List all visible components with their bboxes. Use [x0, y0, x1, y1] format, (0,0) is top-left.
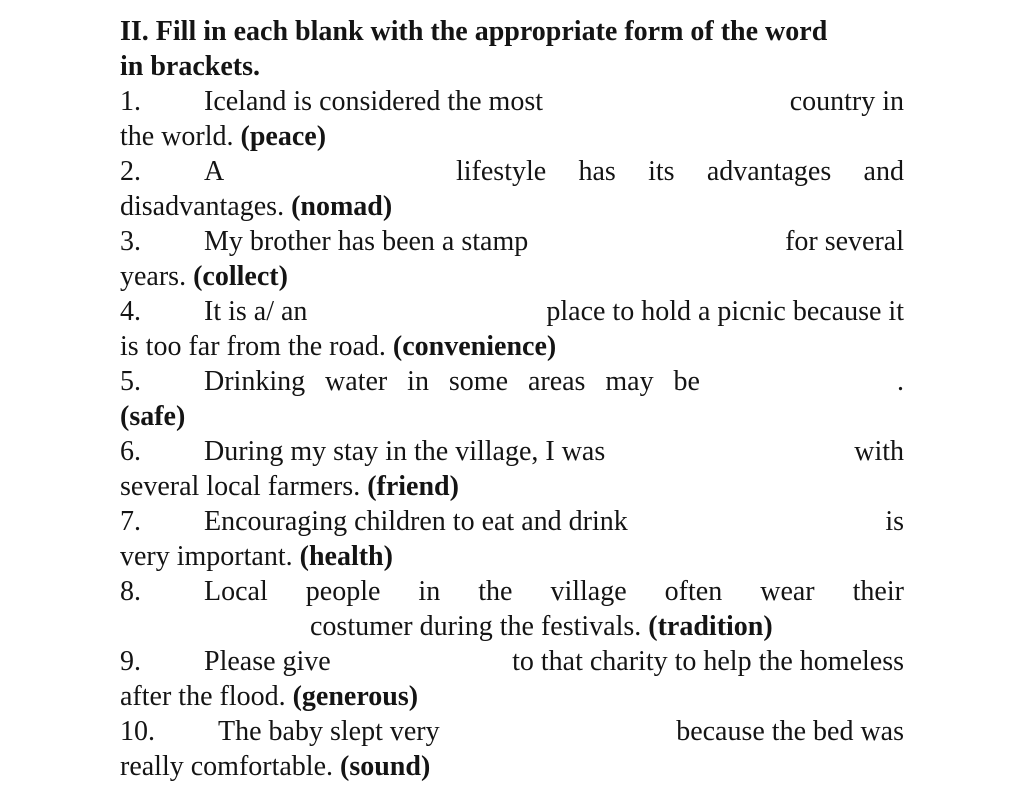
- word: areas: [527, 366, 586, 397]
- item-4-line-2: [120, 329, 904, 364]
- item-text-after: to that charity to help the homeless: [512, 646, 904, 677]
- item-continuation: years.: [120, 261, 187, 292]
- item-hint: (friend): [367, 471, 459, 502]
- item-hint: (tradition): [648, 611, 773, 642]
- item-hint: (nomad): [291, 191, 393, 222]
- item-continuation: disadvantages.: [120, 191, 285, 222]
- item-hint: (peace): [240, 121, 327, 152]
- item-text-after: because the bed was: [676, 716, 904, 747]
- word: some: [448, 366, 508, 397]
- item-text-after: for several: [785, 226, 904, 257]
- item-continuation: the world.: [120, 121, 234, 152]
- item-number: 1.: [120, 86, 141, 117]
- item-text-after: .: [897, 366, 904, 397]
- item-text-before: It is a/ an: [204, 296, 308, 327]
- item-hint: (sound): [340, 751, 431, 782]
- item-continuation: several local farmers.: [120, 471, 361, 502]
- item-text-before: My brother has been a stamp: [204, 226, 529, 257]
- item-5-line-2: [120, 399, 904, 434]
- word: people: [305, 576, 381, 607]
- item-5-line-1: [120, 364, 904, 399]
- item-continuation: very important.: [120, 541, 293, 572]
- word: water: [325, 366, 388, 397]
- item-text-words: [204, 574, 904, 609]
- item-number: 5.: [120, 366, 141, 397]
- item-text-after: country in: [789, 86, 904, 117]
- item-text-before: Iceland is considered the most: [204, 86, 544, 117]
- item-number: 4.: [120, 296, 141, 327]
- item-hint: (generous): [292, 681, 419, 712]
- item-text-before: Please give: [204, 646, 331, 677]
- word: Drinking: [204, 366, 306, 397]
- word: in: [418, 576, 441, 607]
- word: the: [478, 576, 513, 607]
- exercise-sheet: [120, 14, 904, 784]
- item-number: 2.: [120, 156, 141, 187]
- item-number: 8.: [120, 576, 141, 607]
- heading-line-2: in brackets.: [120, 51, 260, 82]
- item-3-line-2: [120, 259, 904, 294]
- item-hint: (collect): [193, 261, 288, 292]
- item-continuation: is too far from the road.: [120, 331, 386, 362]
- item-continuation: really comfortable.: [120, 751, 334, 782]
- word: be: [673, 366, 700, 397]
- item-text-after: place to hold a picnic because it: [546, 296, 904, 327]
- item-3-line-1: [120, 224, 904, 259]
- item-hint: (safe): [120, 401, 186, 432]
- word: wear: [760, 576, 815, 607]
- item-text-after: [456, 154, 904, 189]
- item-text-before: A: [204, 156, 225, 187]
- item-6-line-2: [120, 469, 904, 504]
- exercise-heading: [120, 14, 904, 84]
- word: may: [605, 366, 654, 397]
- item-continuation: after the flood.: [120, 681, 286, 712]
- word: advantages: [706, 156, 832, 187]
- item-hint: (health): [299, 541, 393, 572]
- item-number: 9.: [120, 646, 141, 677]
- item-10-line-1: [120, 714, 904, 749]
- word: in: [407, 366, 429, 397]
- item-9-line-2: [120, 679, 904, 714]
- item-7-line-1: [120, 504, 904, 539]
- item-text-after: is: [885, 506, 904, 537]
- item-1-line-1: [120, 84, 904, 119]
- item-number: 3.: [120, 226, 141, 257]
- word: Local: [204, 576, 268, 607]
- item-continuation: costumer during the festivals.: [310, 611, 642, 642]
- word: village: [550, 576, 627, 607]
- item-10-line-2: [120, 749, 904, 784]
- word: lifestyle: [456, 156, 547, 187]
- word: often: [664, 576, 723, 607]
- item-text-before: The baby slept very: [218, 716, 440, 747]
- item-1-line-2: [120, 119, 904, 154]
- item-number: 6.: [120, 436, 141, 467]
- item-8-line-2: [120, 609, 904, 644]
- word: its: [648, 156, 675, 187]
- item-2-line-1: [120, 154, 904, 189]
- heading-line-1: II. Fill in each blank with the appropriate form of the word: [120, 16, 828, 47]
- item-4-line-1: [120, 294, 904, 329]
- word: and: [863, 156, 904, 187]
- item-text-before: During my stay in the village, I was: [204, 436, 606, 467]
- item-text-after: with: [854, 436, 904, 467]
- item-2-line-2: [120, 189, 904, 224]
- item-hint: (convenience): [392, 331, 557, 362]
- item-text-before: Encouraging children to eat and drink: [204, 506, 628, 537]
- item-number: 7.: [120, 506, 141, 537]
- item-8-line-1: [120, 574, 904, 609]
- word: has: [578, 156, 616, 187]
- item-6-line-1: [120, 434, 904, 469]
- word: their: [852, 576, 904, 607]
- item-7-line-2: [120, 539, 904, 574]
- item-number: 10.: [120, 716, 155, 747]
- item-text-before: [204, 364, 700, 399]
- item-9-line-1: [120, 644, 904, 679]
